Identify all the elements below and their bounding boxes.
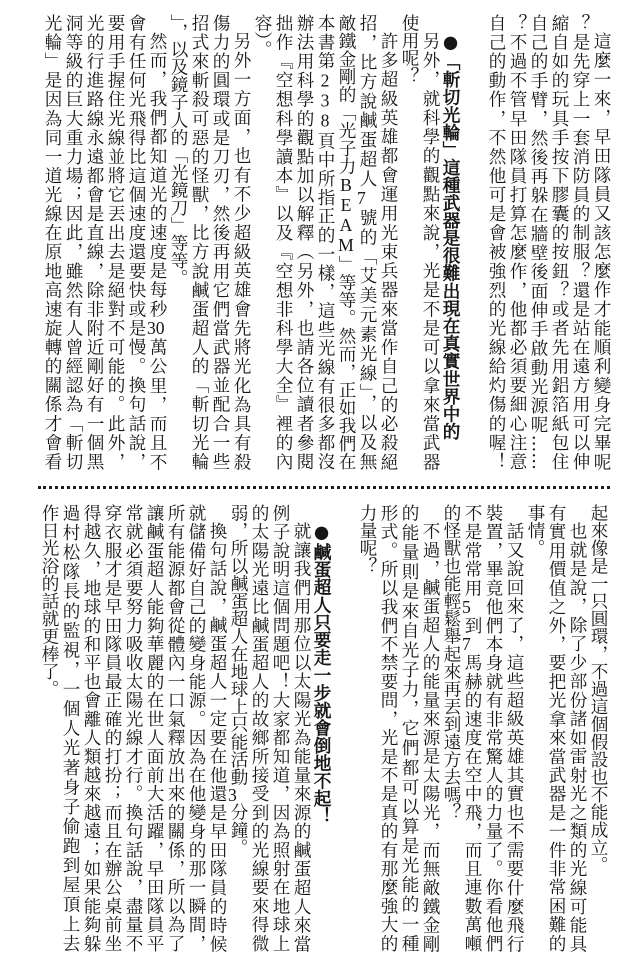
text-column: 就儲備好自己的變身能源。因為在他變身的那一瞬間， [186, 504, 206, 952]
text-column: 然而，我們都知道光的速度是每秒30萬公里，而且不 [147, 31, 167, 470]
dotted-divider [38, 486, 610, 489]
latin-run: 7 [462, 635, 471, 653]
text-column: 過村松隊長的監視，一個人光著身子偷跑到屋頂上去 [60, 504, 80, 952]
text-column: 所有能源都會從體內一口氣釋放出來的關係，所以為了 [165, 504, 185, 952]
text-column: 另外，就科學的觀點來說，光是不是可以拿來當武器 [420, 31, 440, 470]
latin-run: BEAM [336, 175, 356, 256]
text-column: 的怪獸也能輕鬆舉起來再丟到遠方去嗎？ [441, 504, 461, 821]
text-column: 力量呢？ [357, 504, 377, 575]
text-column: 光的行進路線永遠都會是直線，除非附近剛好有一個黑 [84, 14, 104, 470]
text-column: ？不過不管早田隊員打算怎麼作，他都必須要細心注意 [507, 14, 527, 470]
text-column: 自己的手臂，然後再躲在牆壁後面伸手啟動光源呢…… [528, 14, 548, 470]
text-column: 形式。所以我們不禁要問，光是不是真的有那麼強大的 [378, 504, 398, 952]
text-column: 得越久，地球的和平也會離人類越來越遠；如果能夠躲 [81, 504, 101, 952]
text-column: 本書第238頁中所指正的一樣，這些光線有很多都沒 [315, 14, 335, 470]
paragraph [251, 14, 398, 470]
bottom-text-block [34, 504, 608, 952]
text-column: 敵鐵金剛的「光子力BEAM」等等。然而，正如我們在 [336, 14, 356, 470]
paragraph [227, 504, 311, 952]
text-column: 不是常常用5到7馬赫的速度在空中飛，而且連數萬噸 [462, 504, 482, 952]
text-column: 光輪」是因為同一道光線在原地高速旋轉的關係才會看 [42, 14, 62, 470]
text-column: 縮自如的玩具手按下膠囊的按鈕？或者先用鋁箔紙包住 [549, 14, 569, 470]
paragraph [38, 504, 227, 952]
text-column: 」，以及鏡子人的「光鏡刀」等等。 [168, 14, 188, 287]
latin-run: 3 [228, 785, 237, 804]
text-column: 弱，所以鹹蛋超人在地球上只能活動3分鐘。 [228, 504, 248, 857]
paragraph [356, 504, 440, 952]
text-column: 拙作『空想科學讀本』以及『空想非科學大全』裡的內 [273, 14, 293, 470]
text-column: 洞等級的巨大重力場；因此，雖然有人曾經認為「斬切 [63, 14, 83, 470]
paragraph [398, 14, 440, 470]
text-column: 有實用價值之外，要把光拿來當武器是一件非常困難的 [546, 504, 566, 952]
text-column: 的能量則是來自光子力，它們都可以算是光能的一種 [399, 504, 419, 952]
latin-run: 30 [147, 318, 165, 337]
text-column: 常就必須要努力吸收太陽光線才行。換句話說，盡量不 [123, 504, 143, 952]
text-column: 招式來斬殺可惡的怪獸，比方說鹹蛋超人的「斬切光輪 [189, 14, 209, 470]
text-column: 就讓我們用那位以太陽光為能量來源的鹹蛋超人來當 [291, 521, 311, 952]
paragraph [167, 14, 251, 470]
latin-run: 7 [357, 189, 366, 207]
text-column: ？是先穿上一套消防員的制服？還是站在遠方用可以伸 [570, 14, 590, 470]
text-column: 容）。 [252, 14, 272, 58]
paragraph [440, 504, 524, 952]
text-column: 的太陽光遠比鹹蛋超人的故鄉所接受到的光線要來得微 [249, 504, 269, 952]
text-column: 穿衣服才是早田隊員最正確的打扮；而且在辦公桌前坐 [102, 504, 122, 952]
text-column: 會有任何光飛得比這個速度還要快或是慢。換句話說， [126, 14, 146, 470]
text-column: 使用呢？ [399, 14, 419, 85]
text-column: 另外一方面，也有不少超級英雄會先將光化為具有殺 [231, 31, 251, 470]
text-column: 裝置，畢竟他們本身就有非常驚人的力量了。你看他們 [483, 504, 503, 952]
paragraph [485, 14, 611, 470]
text-column: 招，比方說鹹蛋超人7號的「艾美元素光線」，以及無 [357, 14, 377, 470]
text-column: 這麼一來，早田隊員又該怎麼作才能順利變身完畢呢 [591, 31, 611, 470]
text-column: 辦法用科學的觀點加以解釋（另外，也請各位讀者參閱 [294, 14, 314, 470]
section-heading: ●鹹蛋超人只要走一步就會倒地不起！ [311, 521, 332, 825]
text-column: 要用手握住光線並將它丟出去是絕對不可能的。此外， [105, 14, 125, 470]
text-column: 換句話說，鹹蛋超人一定要在他還是早田隊員的時候 [207, 521, 227, 952]
top-text-block [37, 14, 611, 470]
paragraph [587, 504, 608, 952]
text-column: 傷力的圓環或是刀刃，然後再用它們當武器並配合一些 [210, 14, 230, 470]
text-column: 起來像是一只圓環，不過這個假設也不能成立。 [588, 504, 608, 874]
text-column: 話又說回來了，這些超級英雄其實也不需要什麼飛行 [504, 521, 524, 952]
paragraph [41, 14, 167, 470]
text-column: 讓鹹蛋超人能夠華麗的在世人面前大活躍，早田隊員平 [144, 504, 164, 952]
text-column: 不過，鹹蛋超人的能量來源是太陽光，而無敵鐵金剛 [420, 521, 440, 952]
text-column: 事情。 [525, 504, 545, 557]
paragraph [524, 504, 587, 952]
text-column: 自己的動作，不然他可是會被強烈的光線給灼傷的喔！ [486, 14, 506, 470]
latin-run: 5 [462, 597, 471, 616]
text-column: 許多超級英雄都會運用光束兵器來當作自己的必殺絕 [378, 31, 398, 470]
text-column: 例子說明這個問題吧！大家都知道，因為照射在地球上 [270, 504, 290, 952]
text-column: 作日光浴的話就更棒了。 [39, 504, 59, 698]
latin-run: 238 [315, 70, 335, 131]
section-heading: ●「斬切光輪」這種武器是很難出現在真實世界中的 [440, 31, 461, 440]
text-column: 也就是說，除了少部份諸如雷射光之類的光線可能具 [567, 521, 587, 952]
